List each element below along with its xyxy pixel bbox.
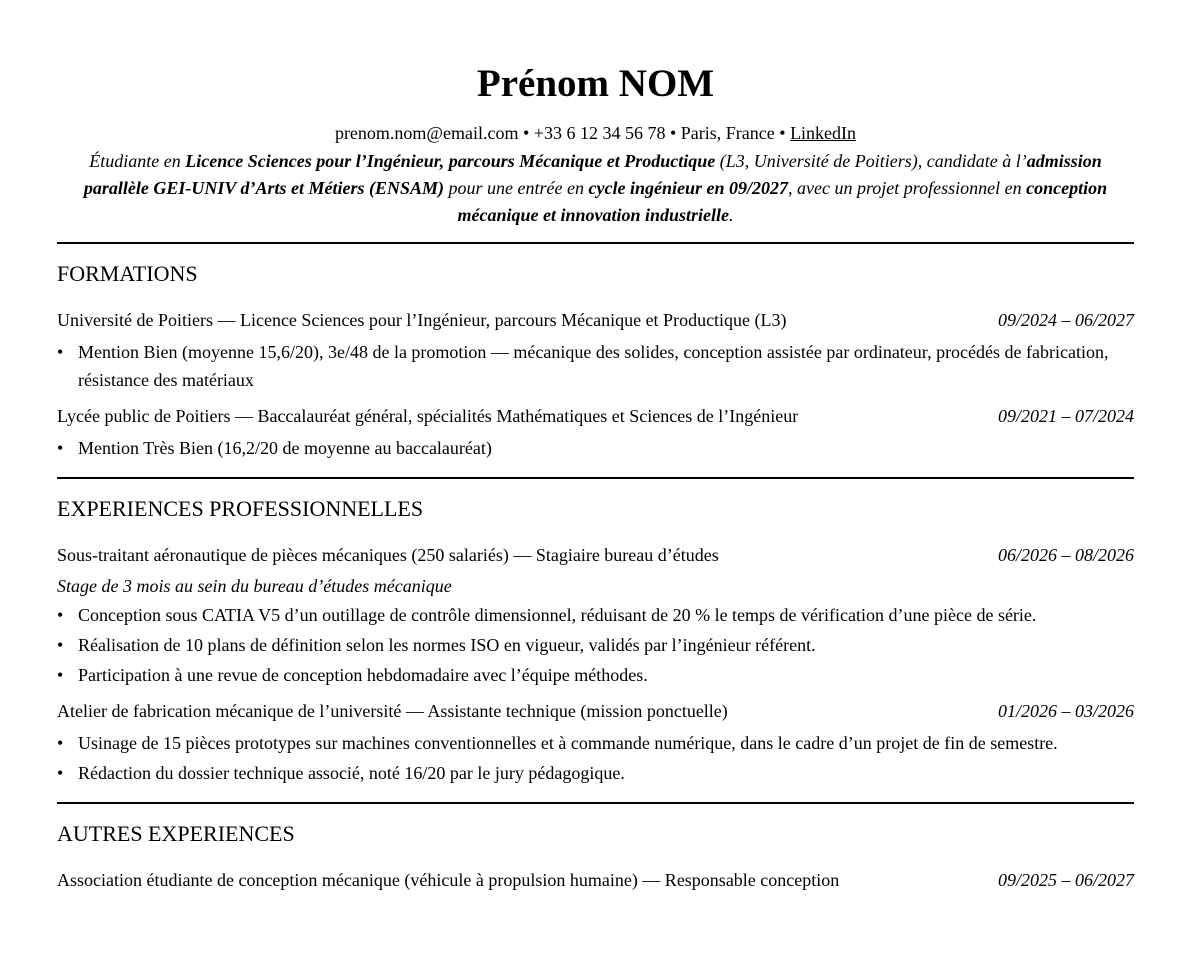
summary-text: .: [729, 205, 734, 225]
entry-header: [57, 867, 1134, 893]
summary-emphasis: conception mécanique et innovation industrielle: [457, 178, 1108, 225]
entry-header: [57, 307, 1134, 333]
bullet-item: • Réalisation de 10 plans de définition selon les normes ISO en vigueur, validés par l’ingénieur référent.: [57, 631, 1134, 659]
section-title: EXPERIENCES PROFESSIONNELLES: [57, 496, 424, 521]
separator: •: [774, 123, 791, 143]
phone: +33 6 12 34 56 78: [533, 123, 666, 143]
bullet-item: • Mention Très Bien (16,2/20 de moyenne au baccalauréat): [57, 434, 1134, 462]
bullet-item: • Usinage de 15 pièces prototypes sur machines conventionnelles et à commande numérique, dans le cadre d’un projet de fin de semestre.: [57, 729, 1134, 757]
formations-section: [57, 244, 1134, 462]
experiences-section: [57, 479, 1134, 787]
entry-title: Sous-traitant aéronautique de pièces mécaniques (250 salariés) — Stagiaire bureau d’études: [57, 545, 719, 565]
profile-summary: [57, 148, 1134, 229]
entry-header: [57, 698, 1134, 724]
formation-entry: [57, 307, 1134, 394]
candidate-name: Prénom NOM: [476, 62, 715, 105]
entry-title: Atelier de fabrication mécanique de l’université — Assistante technique (mission ponctuelle): [57, 701, 728, 721]
bullet-list: [57, 601, 1134, 689]
entry-date: 09/2024 – 06/2027: [997, 310, 1134, 330]
entry-header: [57, 403, 1134, 429]
entry-title: Université de Poitiers — Licence Sciences pour l’Ingénieur, parcours Mécanique et Productique (L3): [57, 310, 787, 330]
summary-text: , avec un projet professionnel en: [788, 178, 1027, 198]
bullet-item: • Mention Bien (moyenne 15,6/20), 3e/48 de la promotion — mécanique des solides, conception assistée par ordinateur, procédés de fabrication, résistance des matériaux: [57, 338, 1134, 394]
entry-title: Association étudiante de conception mécanique (véhicule à propulsion humaine) — Responsable conception: [57, 870, 840, 890]
experience-entry: [57, 698, 1134, 787]
summary-emphasis: cycle ingénieur en 09/2027: [588, 178, 788, 198]
entry-title: Lycée public de Poitiers — Baccalauréat général, spécialités Mathématiques et Sciences de l’Ingénieur: [57, 406, 799, 426]
entry-date: 09/2025 – 06/2027: [997, 870, 1134, 890]
summary-text: Étudiante en: [89, 151, 186, 171]
bullet-list: [57, 338, 1134, 394]
location: Paris, France: [680, 123, 775, 143]
section-title: FORMATIONS: [57, 261, 198, 286]
summary-emphasis: Licence Sciences pour l’Ingénieur, parcours Mécanique et Productique: [185, 151, 716, 171]
other-experience-entry: [57, 867, 1134, 893]
section-title: AUTRES EXPERIENCES: [57, 821, 295, 846]
bullet-list: [57, 434, 1134, 462]
separator: •: [665, 123, 681, 143]
contact-line: [57, 120, 1134, 146]
entry-date: 09/2021 – 07/2024: [997, 406, 1134, 426]
summary-emphasis: admission parallèle GEI-UNIV d’Arts et Métiers (ENSAM): [83, 151, 1102, 198]
entry-subtitle: Stage de 3 mois au sein du bureau d’études mécanique: [57, 576, 452, 596]
summary-text: pour une entrée en: [444, 178, 589, 198]
entry-header: [57, 542, 1134, 568]
email: prenom.nom@email.com: [334, 123, 519, 143]
experience-entry: [57, 542, 1134, 689]
bullet-item: • Rédaction du dossier technique associé, noté 16/20 par le jury pédagogique.: [57, 759, 1134, 787]
linkedin-link[interactable]: LinkedIn: [790, 123, 857, 143]
separator: •: [518, 123, 534, 143]
bullet-item: • Participation à une revue de conception hebdomadaire avec l’équipe méthodes.: [57, 661, 1134, 689]
entry-date: 06/2026 – 08/2026: [997, 545, 1134, 565]
summary-text: (L3, Université de Poitiers), candidate à l’: [715, 151, 1027, 171]
bullet-item: • Conception sous CATIA V5 d’un outillage de contrôle dimensionnel, réduisant de 20 % le temps de vérification d’une pièce de série.: [57, 601, 1134, 629]
autres-experiences-section: [57, 804, 1134, 893]
entry-date: 01/2026 – 03/2026: [997, 701, 1134, 721]
formation-entry: [57, 403, 1134, 462]
bullet-list: [57, 729, 1134, 787]
